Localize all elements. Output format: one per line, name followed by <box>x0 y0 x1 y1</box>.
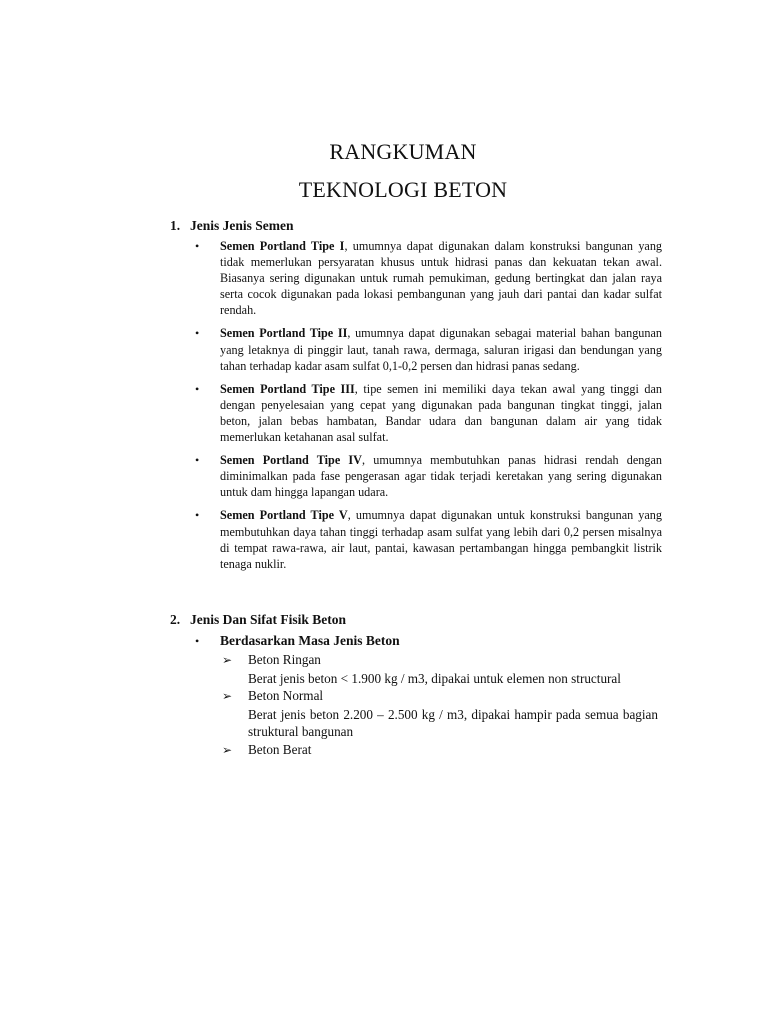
list-item <box>222 651 658 687</box>
section-title: Jenis Dan Sifat Fisik Beton <box>190 612 347 627</box>
item-text: , umumnya dapat digunakan dalam konstruksi bangunan yang tidak memerlukan persyaratan khusus untuk hidrasi panas dan kekuatan tekan awal. Biasanya sering digunakan untuk rumah pemukiman, gedung bertingkat dan jalan raya serta cocok digunakan pada lokasi pembangunan yang jauh dari pantai dan kadar sulfat rendah. <box>220 239 663 318</box>
list-item <box>192 381 662 445</box>
arrowhead-right-icon: ➢ <box>222 653 233 667</box>
section-heading-jenis-semen <box>170 217 294 235</box>
item-term: Semen Portland Tipe I <box>220 239 345 253</box>
item-text: , tipe semen ini memiliki daya tekan awal yang tinggi dan dengan penyelesaian yang cepat yang digunakan pada bangunan tingkat tinggi, jalan beton, jalan bebas hambatan, Bandar udara dan bangunan dalam air yang tidak memerlukan ketahanan asal sulfat. <box>220 381 663 445</box>
bullet-dot-icon: • <box>195 381 200 396</box>
concrete-type-list <box>222 651 658 759</box>
item-text: , umumnya dapat digunakan sebagai material bahan bangunan yang letaknya di pinggir laut, tanah rawa, dermaga, saluran irigasi dan bendungan yang tahan terhadap kadar asam sulfat 0,1-0,2 persen dan hidrasi panas sedang. <box>220 326 662 373</box>
concrete-type-name: Beton Berat <box>248 741 312 757</box>
item-term: Semen Portland Tipe III <box>220 381 355 396</box>
bullet-dot-icon: • <box>195 453 200 468</box>
bullet-dot-icon: • <box>195 326 200 341</box>
document-title: RANGKUMAN <box>329 139 477 164</box>
item-term: Semen Portland Tipe II <box>220 326 348 341</box>
bullet-dot-icon: • <box>195 239 200 253</box>
item-term: Semen Portland Tipe V <box>220 508 348 523</box>
subheading-masa-jenis <box>195 632 400 650</box>
item-term: Semen Portland Tipe IV <box>220 453 362 468</box>
section-heading-jenis-sifat-beton <box>170 611 346 629</box>
subheading-text: Berdasarkan Masa Jenis Beton <box>220 633 400 648</box>
cement-type-list <box>192 238 662 579</box>
list-item <box>192 238 662 318</box>
document-subtitle: TEKNOLOGI BETON <box>298 177 508 202</box>
section-number: 1. <box>170 218 181 233</box>
list-item <box>192 507 662 571</box>
concrete-type-desc: Berat jenis beton < 1.900 kg / m3, dipakai untuk elemen non structural <box>248 670 621 686</box>
item-text: , umumnya membutuhkan panas hidrasi rendah dengan diminimalkan pada fase pengerasan agar tidak terjadi keretakan yang sering digunakan untuk dam hingga lapangan udara. <box>220 453 662 500</box>
arrowhead-right-icon: ➢ <box>222 742 233 757</box>
list-item <box>222 687 658 741</box>
bullet-dot-icon: • <box>195 508 200 523</box>
concrete-type-name: Beton Ringan <box>248 652 321 667</box>
list-item <box>192 325 662 373</box>
arrowhead-right-icon: ➢ <box>222 689 233 703</box>
section-number: 2. <box>170 612 181 627</box>
item-text: , umumnya dapat digunakan untuk konstruksi bangunan yang membutuhkan daya tahan tinggi terhadap asam sulfat yang lebih dari 0,2 persen misalnya di tempat rawa-rawa, air laut, pantai, kawasan pertambangan hingga pembangkit listrik tenaga nuklir. <box>220 508 662 571</box>
section-title: Jenis Jenis Semen <box>190 218 294 233</box>
bullet-dot-icon: • <box>195 634 200 648</box>
list-item <box>192 452 662 500</box>
list-item <box>222 741 658 760</box>
concrete-type-desc: Berat jenis beton 2.200 – 2.500 kg / m3, dipakai hampir pada semua bagian struktural bangunan <box>248 706 658 739</box>
concrete-type-name: Beton Normal <box>248 688 324 703</box>
